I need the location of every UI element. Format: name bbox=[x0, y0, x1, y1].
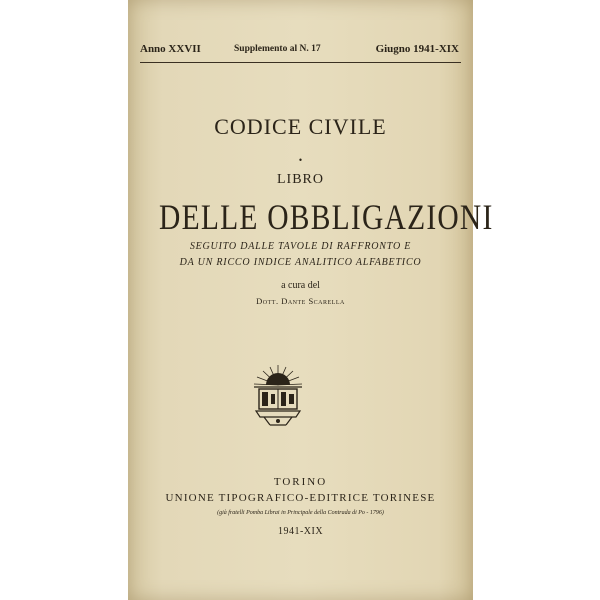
book-label: LIBRO bbox=[277, 172, 324, 187]
imprint-address: (già fratelli Pomba Librai in Principale della Contrada di Po - 1796) bbox=[217, 510, 384, 516]
subtitle-line-2: DA UN RICCO INDICE ANALITICO ALFABETICO bbox=[179, 257, 422, 268]
header-supplement: Supplemento al N. 17 bbox=[234, 44, 321, 54]
imprint-publisher: UNIONE TIPOGRAFICO-EDITRICE TORINESE bbox=[165, 492, 436, 504]
book-title: DELLE OBBLIGAZIONI bbox=[159, 197, 494, 237]
editor-name: Dott. Dante Scarella bbox=[256, 296, 345, 306]
imprint-year: 1941-XIX bbox=[277, 526, 324, 537]
publisher-emblem-icon bbox=[250, 363, 306, 427]
page-header bbox=[138, 43, 463, 61]
imprint-city: TORINO bbox=[273, 476, 328, 488]
header-date: Giugno 1941-XIX bbox=[375, 43, 459, 55]
header-volume: Anno XXVII bbox=[140, 43, 201, 55]
edited-by: a cura del bbox=[281, 280, 320, 291]
code-title: CODICE CIVILE bbox=[214, 114, 387, 139]
header-rule bbox=[140, 62, 461, 63]
title-page bbox=[128, 0, 494, 600]
ornament-dot: • bbox=[298, 156, 303, 165]
subtitle-line-1: SEGUITO DALLE TAVOLE DI RAFFRONTO E bbox=[189, 241, 412, 252]
